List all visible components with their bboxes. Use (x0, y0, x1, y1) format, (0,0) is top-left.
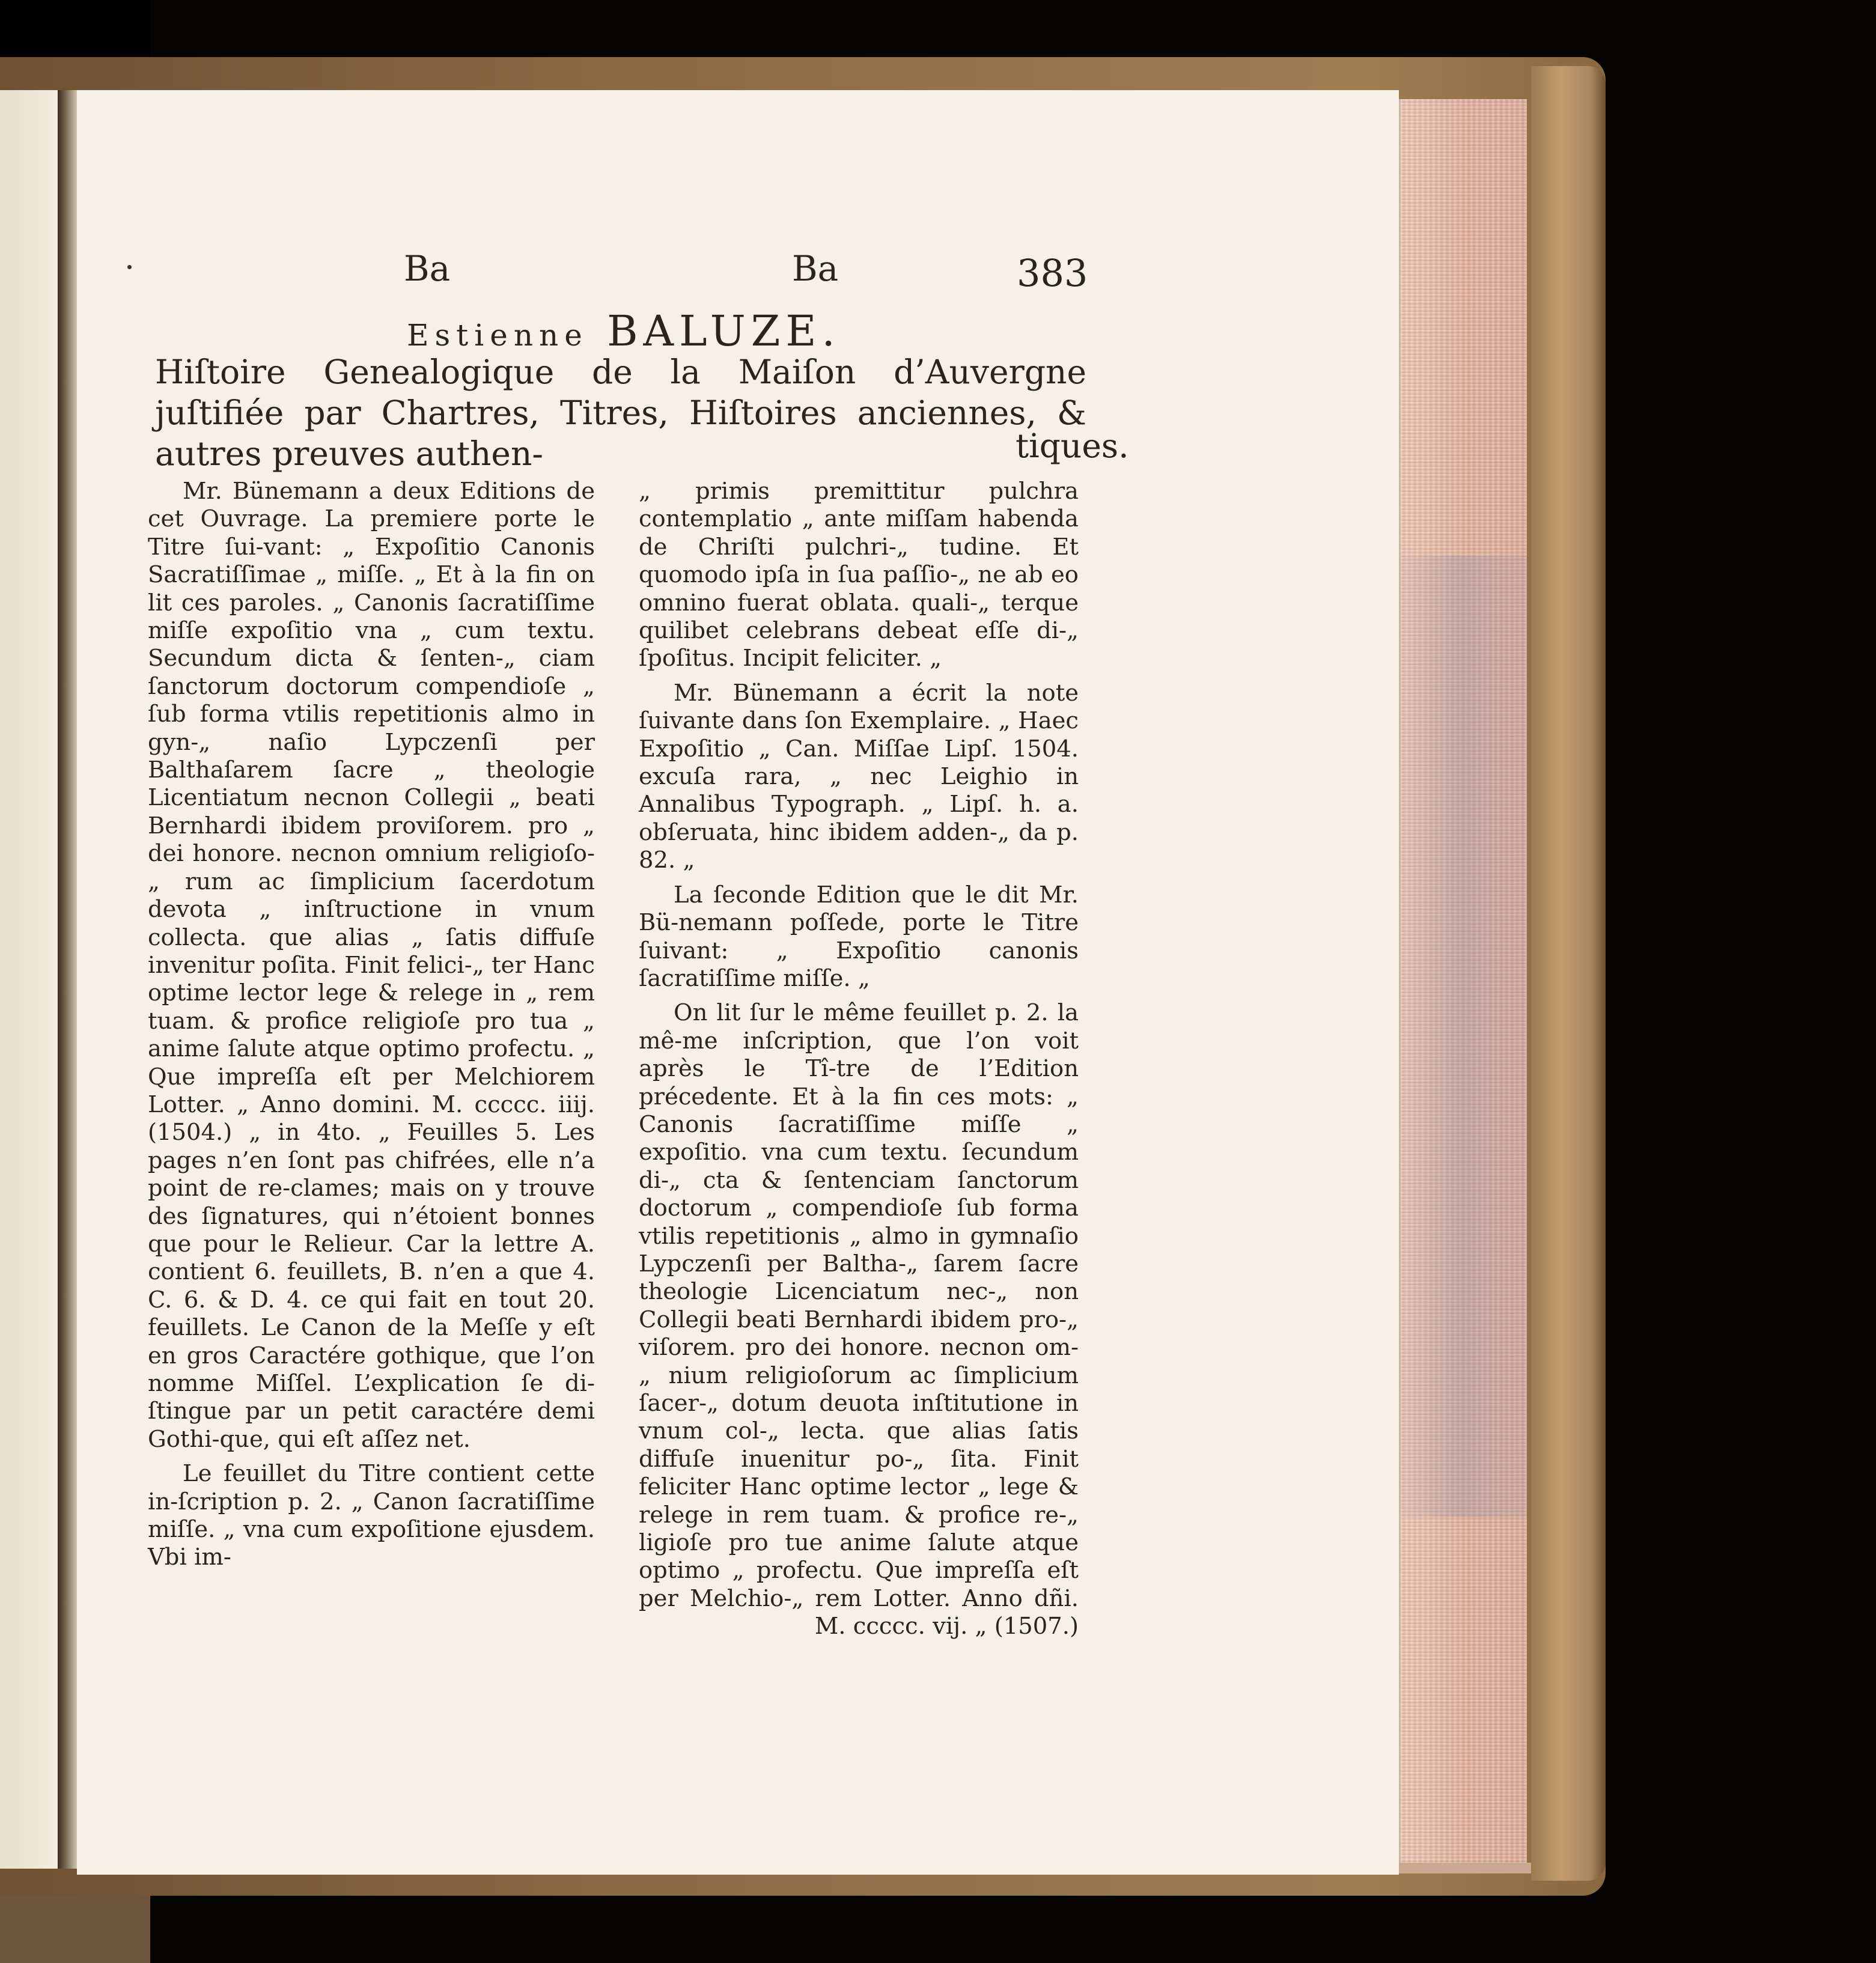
book-title-end: tiques. (1016, 427, 1129, 465)
book-cover-edge (1531, 66, 1606, 1881)
paragraph: Mr. Bünemann a deux Editions de cet Ouvrage. La premiere porte le Titre ſui-vant: „ Expoſitio Canonis Sacratiſſimae „ miſſe. „ Et à la fin on lit ces paroles. „ Canonis ſacratiſſime miſſe expoſitio vna „ cum textu. Secundum dicta & ſenten-„ ciam ſanctorum doctorum compendioſe „ ſub forma vtilis repetitionis almo in gyn-„ naſio Lypczenſi per Balthaſarem ſacre „ theologie Licentiatum necnon Collegii „ beati Bernhardi ibidem proviſorem. pro „ dei honore. necnon omnium religioſo-„ rum ac ſimplicium ſacerdotum devota „ inſtructione in vnum collecta. que alias „ ſatis diffuſe invenitur poſita. Finit felici-„ ter Hanc optime lector lege & relege in „ rem tuam. & profice religioſe pro tua „ anime ſalute atque optimo profectu. „ Que impreſſa eſt per Melchiorem Lotter. „ Anno domini. M. ccccc. iiij. (1504.) „ in 4to. „ Feuilles 5. Les pages n’en ſont pas chifrées, elle n’a point de re-clames; mais on y trouve des ſignatures, qui n’étoient bonnes que pour le Relieur. Car la lettre A. contient 6. feuillets, B. n’en a que 4. C. 6. & D. 4. ce qui fait en tout 20. feuillets. Le Canon de la Meſſe y eſt en gros Caractére gothique, que l’on nomme Miſſel. L’explication ſe di-ſtingue par un petit caractére demi Gothi-que, qui eſt aſſez net. (148, 478, 595, 1453)
ink-speck (127, 265, 132, 269)
paragraph: La ſeconde Edition que le dit Mr. Bü-nemann poſſede, porte le Titre ſuivant: „ Expoſitio canonis ſacratiſſime miſſe. „ (639, 881, 1079, 992)
paragraph: On lit ſur le même feuillet p. 2. la mê-me inſcription, que l’on voit après le Tî-tre de l’Edition précedente. Et à la fin ces mots: „ Canonis ſacratiſſime miſſe „ expoſitio. vna cum textu. ſecundum di-„ cta & ſentenciam ſanctorum doctorum „ compendioſe ſub forma vtilis repetitionis „ almo in gymnaſio Lypczenſi per Baltha-„ ſarem ſacre theologie Licenciatum nec-„ non Collegii beati Bernhardi ibidem pro-„ viſorem. pro dei honore. necnon om-„ nium religioſorum ac ſimplicium ſacer-„ dotum deuota inſtitutione in vnum col-„ lecta. que alias ſatis diffuſe inuenitur po-„ ſita. Finit feliciter Hanc optime lector „ lege & relege in rem tuam. & profice re-„ ligioſe pro tue anime ſalute atque optimo „ profectu. Que impreſſa eſt per Melchio-„ rem Lotter. Anno dñi. M. ccccc. vij. „ (1507.) (639, 999, 1079, 1640)
author-surname: BALUZE. (607, 306, 841, 356)
book-gutter (58, 90, 78, 1869)
page-block-bottom (1387, 1863, 1531, 1873)
author-first-name: Estienne (407, 318, 588, 353)
running-header-center: Ba (792, 248, 839, 289)
left-page-edge (0, 90, 60, 1869)
running-header-left: Ba (404, 248, 451, 289)
book-title: Hiſtoire Genealogique de la Maiſon d’Auvergne juſtifiée par Chartres, Titres, Hiſtoires anciennes, & autres preuves authen- (155, 353, 1086, 473)
page-fore-edge (1399, 99, 1527, 1866)
paragraph: „ primis premittitur pulchra contemplatio „ ante miſſam habenda de Chriſti pulchri-„ tudine. Et quomodo ipſa in ſua paſſio-„ ne ab eo omnino fuerat oblata. quali-„ terque quilibet celebrans debeat eſſe di-„ ſpoſitus. Incipit feliciter. „ (639, 478, 1079, 672)
left-column (148, 478, 595, 1572)
author-heading (407, 306, 841, 356)
paragraph: Le feuillet du Titre contient cette in-ſcription p. 2. „ Canon ſacratiſſime miſſe. „ vna cum expoſitione ejusdem. Vbi im- (148, 1460, 595, 1571)
page-number: 383 (1017, 251, 1088, 295)
right-column (639, 478, 1079, 1641)
paragraph: Mr. Bünemann a écrit la note ſuivante dans ſon Exemplaire. „ Haec Expoſitio „ Can. Miſſae Lipſ. 1504. excuſa rara, „ nec Leighio in Annalibus Typograph. „ Lipſ. h. a. obſeruata, hinc ibidem adden-„ da p. 82. „ (639, 679, 1079, 874)
